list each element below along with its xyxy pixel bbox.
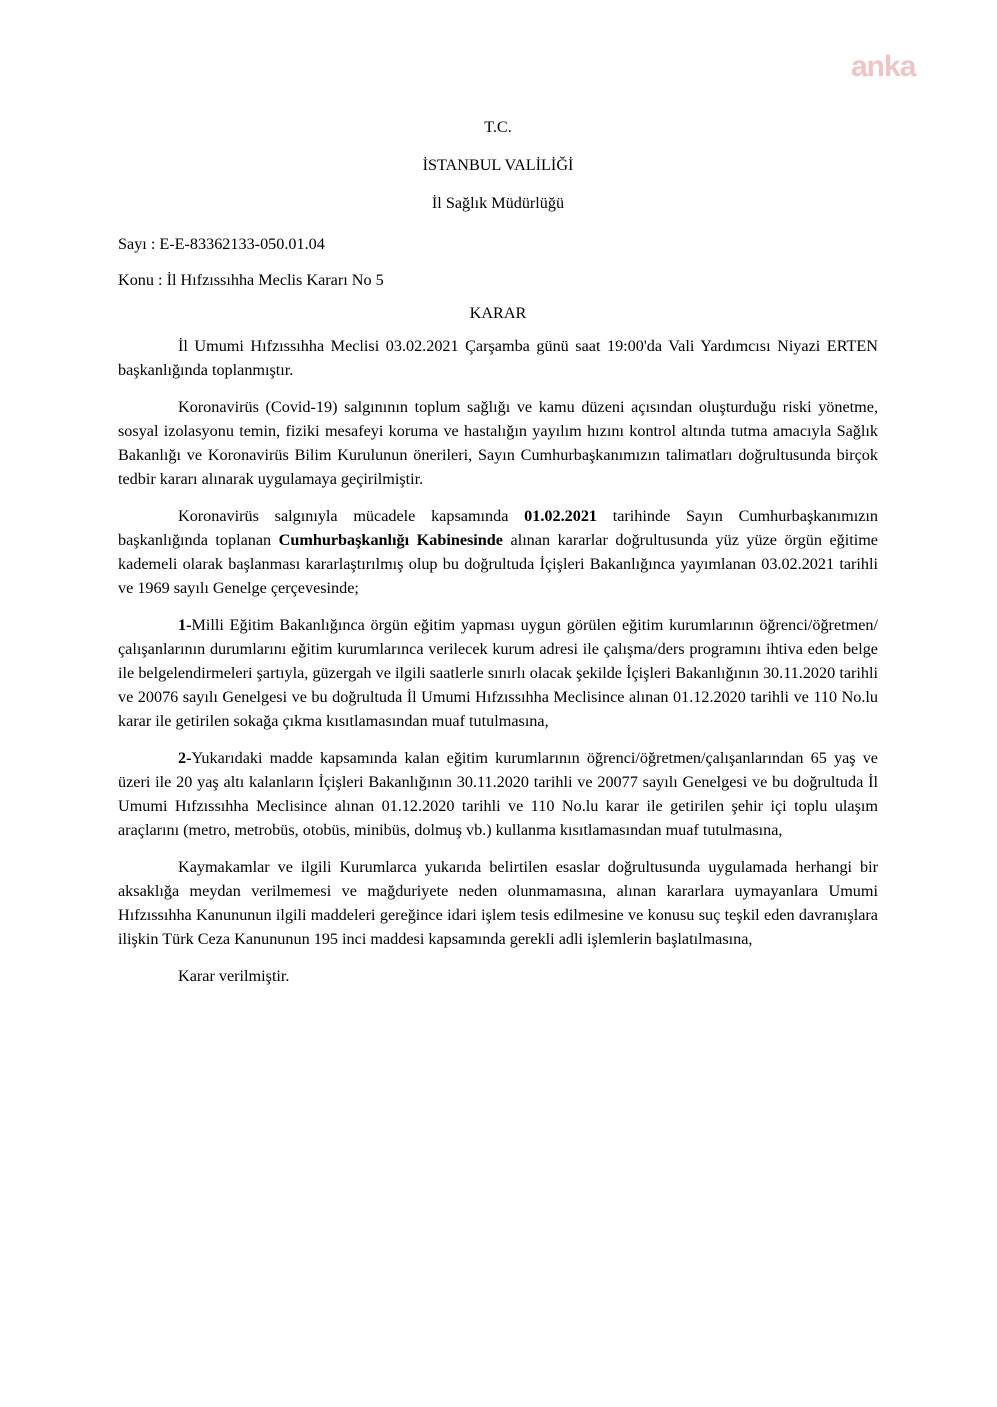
decision-item-1	[118, 613, 878, 733]
cabinet-name: Cumhurbaşkanlığı Kabinesinde	[278, 531, 503, 549]
decision-date: 01.02.2021	[524, 507, 597, 525]
paragraph-decision-context-part3: alınan kararlar doğrultusunda yüz yüze örgün eğitime kademeli olarak başlanması kararlaştırılmış olup bu doğrultuda İçişleri Bakanlığınca yayımlanan 03.02.2021 tarihli ve 1969 sayılı Genelge çerçevesinde;	[118, 531, 878, 597]
paragraph-meeting: İl Umumi Hıfzıssıhha Meclisi 03.02.2021 Çarşamba günü saat 19:00'da Vali Yardımcısı Niyazi ERTEN başkanlığında toplanmıştır.	[118, 337, 878, 379]
header-il-saglik-mudurlugu: İl Sağlık Müdürlüğü	[431, 194, 565, 212]
paragraph-closing: Karar verilmiştir.	[178, 967, 290, 985]
document-title: KARAR	[469, 304, 527, 322]
paragraph-decision-context-part1: Koronavirüs salgınıyla mücadele kapsamında	[178, 507, 525, 525]
document-page	[118, 115, 878, 988]
decision-item-2-number: 2-	[178, 749, 192, 767]
paragraph-decision-context-part2: tarihinde Sayın Cumhurbaşkanımızın başkanlığında toplanan	[118, 507, 878, 549]
anka-watermark-logo: anka	[851, 50, 916, 83]
decision-item-2	[118, 746, 878, 842]
paragraph-enforcement: Kaymakamlar ve ilgili Kurumlarca yukarıda belirtilen esaslar doğrultusunda uygulamada herhangi bir aksaklığa meydan verilmemesi ve mağduriyete neden olunmamasına, alınan kararlara uymayanlara Umumi Hıfzıssıhha Kanununun ilgili maddeleri gereğince idari işlem tesis edilmesine ve konusu suç teşkil eden davranışlara ilişkin Türk Ceza Kanununun 195 inci maddesi kapsamında gerekli adli işlemlerin başlatılmasına,	[118, 858, 878, 948]
document-subject: Konu : İl Hıfzıssıhha Meclis Kararı No 5	[118, 271, 384, 289]
paragraph-decision-context	[118, 504, 878, 600]
header-tc: T.C.	[484, 118, 512, 136]
header-istanbul-valiligi: İSTANBUL VALİLİĞİ	[422, 156, 574, 174]
decision-item-1-number: 1-	[178, 616, 192, 634]
document-number: Sayı : E-E-83362133-050.01.04	[118, 235, 325, 253]
decision-item-2-text: Yukarıdaki madde kapsamında kalan eğitim kurumlarının öğrenci/öğretmen/çalışanlarından 65 yaş ve üzeri ile 20 yaş altı kalanların İçişleri Bakanlığının 30.11.2020 tarihli ve 20077 sayılı Genelgesi ve bu doğrultuda İl Umumi Hıfzıssıhha Meclisince alınan 01.12.2020 tarihli ve 110 No.lu karar ile getirilen şehir içi toplu ulaşım araçlarını (metro, metrobüs, otobüs, minibüs, dolmuş vb.) kullanma kısıtlamasından muaf tutulmasına,	[118, 749, 878, 839]
paragraph-background: Koronavirüs (Covid-19) salgınının toplum sağlığı ve kamu düzeni açısından oluşturduğu riski yönetme, sosyal izolasyonu temin, fiziki mesafeyi koruma ve hastalığın yayılım hızını kontrol altında tutma amacıyla Sağlık Bakanlığı ve Koronavirüs Bilim Kurulunun önerileri, Sayın Cumhurbaşkanımızın talimatları doğrultusunda birçok tedbir kararı alınarak uygulamaya geçirilmiştir.	[118, 398, 878, 488]
decision-item-1-text: Milli Eğitim Bakanlığınca örgün eğitim yapması uygun görülen eğitim kurumlarının öğrenci/öğretmen/çalışanlarının durumlarını eğitim kurumlarınca verilecek kurum adresi ile çalışma/ders programını ihtiva eden belge ile belgelendirmeleri şartıyla, güzergah ve ilgili saatlerle sınırlı olacak şekilde İçişleri Bakanlığının 30.11.2020 tarihli ve 20076 sayılı Genelgesi ve bu doğrultuda İl Umumi Hıfzıssıhha Meclisince alınan 01.12.2020 tarihli ve 110 No.lu karar ile getirilen sokağa çıkma kısıtlamasından muaf tutulmasına,	[118, 616, 878, 730]
